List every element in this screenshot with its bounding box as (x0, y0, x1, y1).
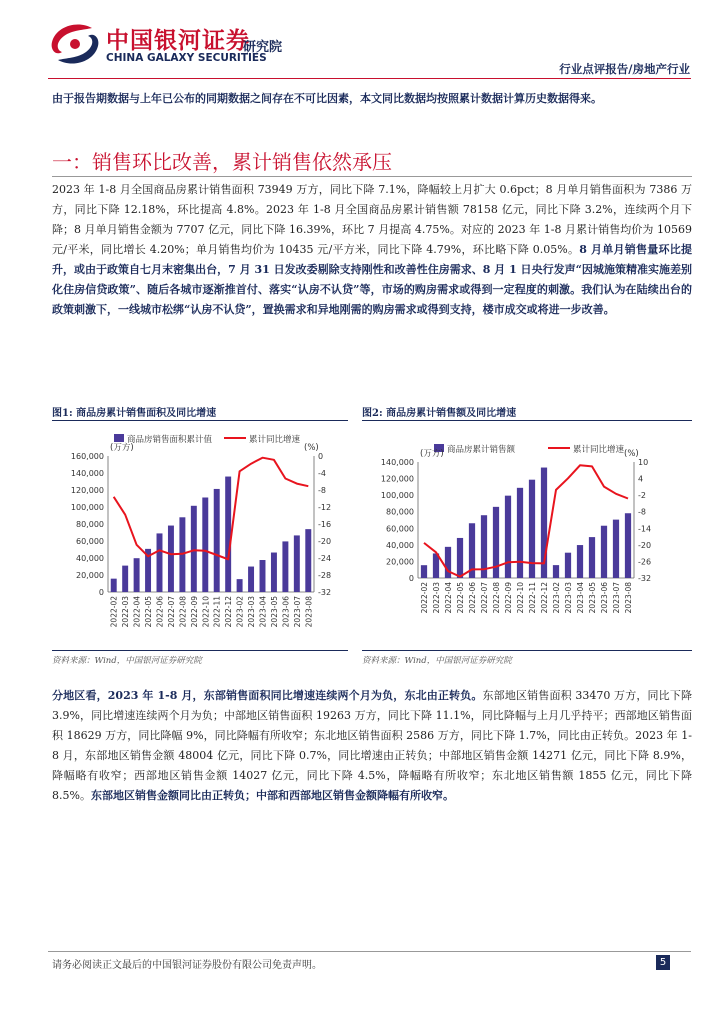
paragraph-sales-summary (52, 180, 692, 320)
paragraph-lead: 分地区看，2023 年 1-8 月，东部销售面积同比增速连续两个月为负，东北由正转负。 (52, 689, 483, 702)
galaxy-logo-icon (48, 22, 102, 66)
brand-name-cn: 中国银河证券 (106, 28, 250, 54)
bar (421, 565, 427, 578)
bar (601, 526, 607, 578)
x-tick-label: 2023-02 (235, 596, 245, 628)
y-tick-left: 80,000 (76, 520, 104, 529)
bar (505, 496, 511, 578)
growth-line (424, 465, 628, 576)
y-tick-left: 0 (408, 574, 414, 583)
paragraph-tail: 东部地区销售金额同比由正转负；中部和西部地区销售金额降幅有所收窄。 (90, 789, 454, 802)
bar (445, 547, 451, 578)
bar (134, 558, 140, 592)
bar (248, 567, 254, 592)
figure-2-top-rule (362, 420, 692, 421)
figure-2-title: 图2: 商品房累计销售额及同比增速 (362, 408, 517, 419)
y-tick-right: -14 (638, 524, 652, 534)
bar (202, 497, 208, 592)
footer-divider (48, 951, 691, 952)
paragraph-highlight: 8 月单月销售量环比提升，或由于政策自七月末密集出台，7 月 31 日发改委剔除支持刚性和改善性住房需求、8 月 1 日央行发声“因城施策精准实施差别化住房信贷政策”、随后各城市逐渐推首付、落实“认房不认贷”等，市场的购房需求或得到一定程度的刺激。我们认为在陆续出台的政策刺激下，一线城市松绑“认房不认贷”，置换需求和异地刚需的购房需求或得到支持，楼市成交或将进一步改善。 (52, 243, 693, 316)
x-tick-label: 2023-05 (269, 596, 279, 628)
page-number: 5 (656, 955, 670, 970)
bar (553, 565, 559, 578)
bar (168, 526, 174, 592)
legend-bar-label: 商品房销售面积累计值 (127, 435, 213, 445)
x-tick-label: 2023-07 (612, 582, 621, 614)
y-tick-left: 40,000 (76, 554, 104, 563)
x-tick-label: 2022-09 (504, 582, 513, 614)
x-tick-label: 2022-10 (516, 582, 525, 614)
x-tick-label: 2022-05 (144, 596, 154, 628)
growth-line (114, 458, 309, 560)
footer-disclaimer: 请务必阅读正文最后的中国银河证券股份有限公司免责声明。 (52, 960, 322, 971)
legend-bar-swatch (114, 434, 124, 442)
x-tick-label: 2023-06 (600, 582, 609, 614)
y-tick-right: -24 (318, 554, 332, 563)
figure-1-top-rule (52, 420, 348, 421)
x-tick-label: 2023-07 (292, 596, 302, 628)
bar (191, 506, 197, 592)
y-tick-left: 100,000 (70, 503, 104, 512)
x-tick-label: 2022-03 (432, 582, 441, 614)
y-tick-right: -32 (318, 588, 332, 597)
report-type-label: 行业点评报告/房地产行业 (559, 62, 690, 76)
y-tick-right: 0 (318, 452, 324, 461)
bar (294, 535, 300, 592)
x-tick-label: 2022-09 (189, 596, 199, 628)
y-tick-right: -20 (318, 537, 332, 546)
y-tick-left: 20,000 (386, 557, 414, 567)
y-tick-right: 10 (638, 458, 649, 467)
y-tick-left: 160,000 (70, 452, 104, 461)
figure-2-source: 资料来源：Wind，中国银河证券研究院 (362, 656, 512, 666)
section-divider (52, 176, 692, 177)
y-tick-left: 120,000 (380, 474, 414, 484)
y-tick-right: -26 (638, 557, 652, 567)
x-tick-label: 2023-08 (304, 596, 314, 628)
bar (271, 553, 277, 592)
y-axis-right-unit: (%) (304, 443, 319, 453)
y-tick-left: 140,000 (70, 469, 104, 478)
paragraph-text: 2023 年 1-8 月全国商品房累计销售面积 73949 万方，同比下降 7.1%，降幅较上月扩大 0.6pct；8 月单月销售面积为 7386 万方，同比下降 12.18%，环比提高 4.8%。2023 年 1-8 月全国商品房累计销售额 78158 亿元，同比下降 3.2%，连续两个月下降；8 月单月销售金额为 7707 亿元，同比下降 16.39%，环比 7 月提高 4.75%。对应的 2023 年 1-8 月累计销售均价为 10569 元/平米，同比增长 4.20%；单月销售均价为 10435 元/平方米，同比下降 4.79%，环比略下降 0.05%。 (52, 183, 692, 256)
y-tick-left: 20,000 (76, 571, 104, 580)
bar (457, 538, 463, 578)
company-logo (48, 22, 102, 66)
x-tick-label: 2022-07 (480, 582, 489, 614)
x-tick-label: 2022-02 (109, 596, 119, 628)
x-tick-label: 2022-06 (468, 582, 477, 614)
y-tick-right: 4 (638, 474, 644, 484)
chart-sales-area (52, 424, 352, 646)
x-tick-label: 2022-07 (166, 596, 176, 628)
y-tick-left: 120,000 (70, 486, 104, 495)
x-tick-label: 2023-04 (258, 596, 268, 628)
x-tick-label: 2022-04 (444, 582, 453, 614)
x-tick-label: 2022-10 (201, 596, 211, 628)
bar (111, 579, 117, 592)
x-tick-label: 2023-04 (576, 582, 585, 614)
x-tick-label: 2022-05 (456, 582, 465, 614)
bar (589, 537, 595, 578)
bar (613, 520, 619, 578)
y-axis-left-unit: (万方) (420, 449, 444, 459)
figure-1-source: 资料来源：Wind，中国银河证券研究院 (52, 656, 202, 666)
x-tick-label: 2022-08 (492, 582, 501, 614)
x-tick-label: 2022-03 (121, 596, 131, 628)
y-tick-right: -4 (318, 469, 326, 478)
y-axis-right-unit: (%) (624, 449, 639, 459)
bar (282, 541, 288, 592)
x-tick-label: 2023-02 (552, 582, 561, 614)
x-tick-label: 2023-05 (588, 582, 597, 614)
bar (214, 489, 220, 592)
y-tick-left: 60,000 (76, 537, 104, 546)
x-tick-label: 2022-02 (420, 582, 429, 614)
y-tick-right: -8 (318, 486, 326, 495)
data-note: 由于报告期数据与上年已公布的同期数据之间存在不可比因素，本文同比数据均按照累计数据计算历史数据得来。 (52, 92, 602, 105)
y-tick-left: 0 (98, 588, 104, 597)
y-tick-left: 40,000 (386, 540, 414, 550)
figure-1-title: 图1: 商品房累计销售面积及同比增速 (52, 408, 217, 419)
bar (157, 533, 163, 592)
y-tick-right: -2 (638, 491, 646, 501)
paragraph-text: 东部地区销售面积 33470 万方，同比下降 3.9%，同比增速连续两个月为负；中部地区销售面积 19263 万方，同比下降 11.1%，同比降幅与上月几乎持平；西部地区销售面积 18629 万方，同比降幅 9%，同比降幅有所收窄；东北地区销售面积 2586 万方，同比下降 1.7%，同比由正转负。2023 年 1-8 月，东部地区销售金额 48004 亿元，同比下降 0.7%，同比增速由正转负；中部地区销售金额 14271 亿元，同比下降 8.9%，降幅略有收窄；西部地区销售金额 14027 亿元，同比下降 4.5%，降幅略有所收窄；东北地区销售额 1855 亿元，同比下降 8.5%。 (52, 689, 692, 802)
x-tick-label: 2022-11 (212, 596, 222, 628)
x-tick-label: 2023-06 (281, 596, 291, 628)
y-tick-left: 80,000 (386, 507, 414, 517)
section-title: 一：销售环比改善，累计销售依然承压 (52, 150, 392, 174)
legend-line-label: 累计同比增速 (249, 435, 301, 445)
y-axis-left-unit: (万方) (110, 443, 134, 453)
chart-sales-amount (362, 424, 692, 646)
research-institute-label: 研究院 (243, 40, 283, 55)
bar (517, 488, 523, 578)
x-tick-label: 2023-08 (624, 582, 633, 614)
x-tick-label: 2023-03 (247, 596, 257, 628)
legend-line-label: 累计同比增速 (573, 445, 625, 455)
bar (565, 553, 571, 578)
x-tick-label: 2023-03 (564, 582, 573, 614)
legend-bar-label: 商品房累计销售额 (447, 445, 516, 455)
bar (577, 545, 583, 578)
y-tick-left: 60,000 (386, 524, 414, 534)
bar (237, 579, 243, 592)
y-tick-left: 140,000 (380, 458, 414, 467)
y-tick-right: -16 (318, 520, 332, 529)
y-tick-right: -28 (318, 571, 332, 580)
y-tick-right: -12 (318, 503, 332, 512)
bar (225, 477, 231, 592)
bar (625, 513, 631, 578)
header-divider (48, 78, 691, 79)
bar (260, 560, 266, 592)
bar (122, 566, 128, 592)
y-tick-right: -20 (638, 540, 652, 550)
figure-2-bottom-rule (362, 650, 692, 651)
x-tick-label: 2022-06 (155, 596, 165, 628)
y-tick-right: -8 (638, 507, 646, 517)
y-tick-left: 100,000 (380, 491, 414, 501)
y-tick-right: -32 (638, 574, 652, 583)
x-tick-label: 2022-12 (224, 596, 234, 628)
x-tick-label: 2022-04 (132, 596, 142, 628)
brand-name-en: CHINA GALAXY SECURITIES (106, 52, 267, 64)
x-tick-label: 2022-12 (540, 582, 549, 614)
figure-1-bottom-rule (52, 650, 348, 651)
x-tick-label: 2022-08 (178, 596, 188, 628)
x-tick-label: 2022-11 (528, 582, 537, 614)
paragraph-regional (52, 686, 692, 806)
bar (305, 529, 311, 592)
